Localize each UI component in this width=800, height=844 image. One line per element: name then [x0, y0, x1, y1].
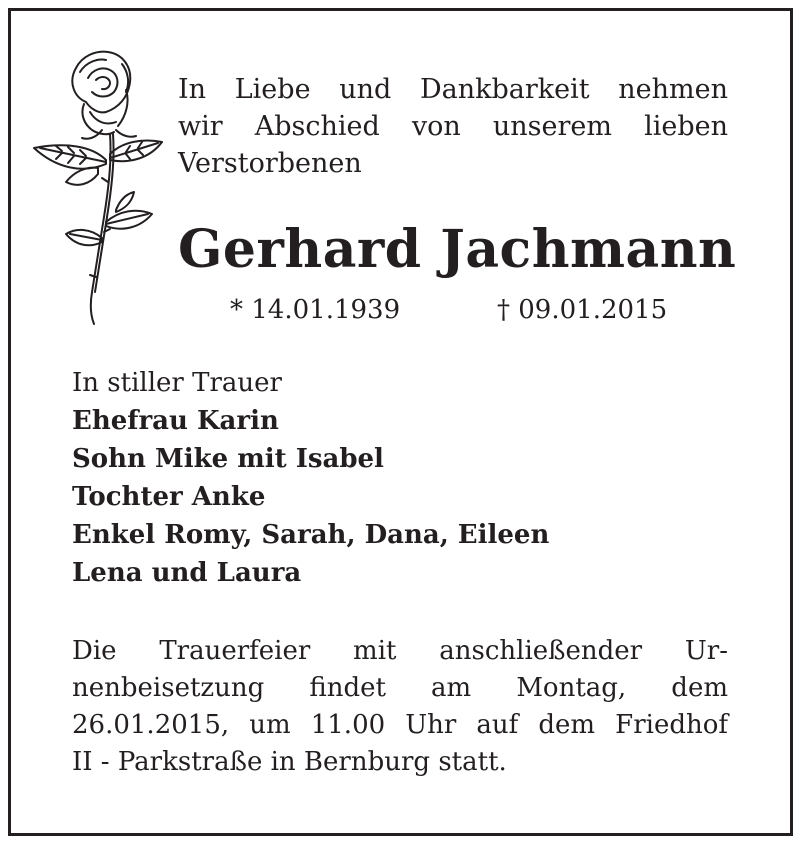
mourner-line: Tochter Anke	[72, 482, 266, 512]
ceremony-line: Die Trauerfeier mit anschließender Ur-	[72, 636, 728, 666]
mourner-line: Enkel Romy, Sarah, Dana, Eileen	[72, 520, 550, 550]
ceremony-notice	[72, 633, 728, 781]
ceremony-line: nenbeisetzung findet am Montag, dem	[72, 673, 728, 703]
rose-icon	[26, 42, 166, 327]
intro-line: Verstorbenen	[178, 148, 362, 179]
intro-line: In Liebe und Dankbarkeit nehmen	[178, 74, 728, 105]
intro-text	[178, 71, 728, 182]
mourners-heading: In stiller Trauer	[72, 368, 282, 398]
mourner-line: Ehefrau Karin	[72, 406, 279, 436]
birth-date: * 14.01.1939	[230, 295, 401, 325]
ceremony-line: 26.01.2015, um 11.00 Uhr auf dem Friedhof	[72, 710, 728, 740]
mourner-line: Lena und Laura	[72, 558, 302, 588]
intro-line: wir Abschied von unserem lieben	[178, 111, 728, 142]
ceremony-line: II - Parkstraße in Bernburg statt.	[72, 747, 507, 777]
deceased-name: Gerhard Jachmann	[178, 219, 737, 280]
mourners-list	[72, 364, 549, 592]
death-date: † 09.01.2015	[497, 295, 668, 325]
mourner-line: Sohn Mike mit Isabel	[72, 444, 384, 474]
